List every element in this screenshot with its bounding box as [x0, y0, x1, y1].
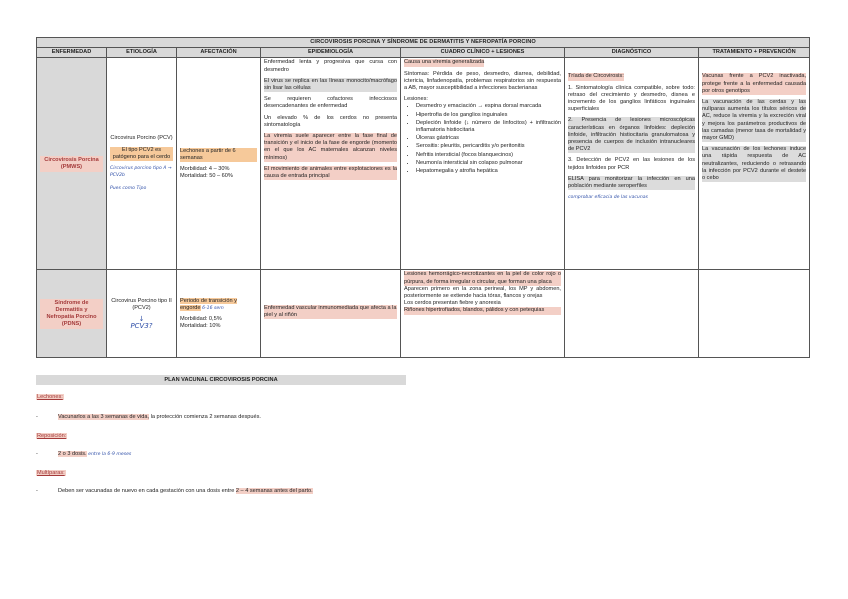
- diag-title: Tríada de Circovirosis:: [568, 73, 624, 80]
- plan-text-highlight: 2 – 4 semanas antes del parto.: [235, 488, 313, 494]
- section-title: Lechones:: [37, 394, 63, 400]
- disease-cell: [37, 270, 107, 358]
- affect-text: Mortalidad: 10%: [180, 323, 221, 330]
- table-row: [37, 58, 810, 270]
- etiology-text: El tipo PCV2 es patógeno para el cerdo: [110, 147, 173, 161]
- affect-text: Periodo de transición y engorde: [180, 297, 237, 311]
- vaccination-plan-header: [36, 375, 406, 385]
- clinical-cell: [401, 270, 565, 358]
- handwritten-note: PCV3?: [130, 322, 153, 331]
- treat-text: Vacunas frente a PCV2 inactivada, protege frente a la enfermedad causada por otros genotipos: [702, 73, 807, 94]
- treat-text: La vacunación de las cerdas y las nulíparas aumenta los títulos séricos de AC, reduce la viremia y la excreción viral y mejora los parámetros productivos de las camadas (menor tasa de mortalidad y mayor GMD): [702, 99, 807, 142]
- header-diagnostico: DIAGNÓSTICO: [565, 48, 699, 58]
- list-item: • Desmedro y emaciación → espina dorsal marcada: [416, 103, 561, 110]
- handwritten-note: 6-16 sem: [202, 305, 224, 311]
- section-multiparas: [36, 470, 66, 476]
- treatment-cell: [699, 58, 810, 270]
- list-item: • Hipertrofia de los ganglios inguinales: [416, 112, 561, 119]
- epi-text: Enfermedad lenta y progresiva que cursa con desmedro: [264, 59, 397, 73]
- lesions-list: [404, 103, 561, 175]
- treat-text: La vacunación de los lechones induce una rápida respuesta de AC neutralizantes, reduciendo o retrasando la infección por PCV2 durante el destete o cebo: [702, 146, 807, 182]
- clin-text: Aparecen primero en la zona perineal, los MP y abdomen, posteriormente se extiende hacia tórax, flancos y orejas: [404, 285, 561, 300]
- disease-name: Síndrome de Dermatitis y Nefropatía Porcino (PDNS): [40, 299, 103, 330]
- epi-text: El virus se replica en las líneas monocito/macrófago sin lisar las células: [264, 77, 397, 92]
- section-lechones: [36, 394, 64, 400]
- affect-text: Lechones a partir de 6 semanas: [180, 148, 257, 162]
- etiology-text: Circovirus Porcino (PCV): [110, 135, 173, 142]
- epi-text: Enfermedad vascular inmunomediada que afecta a la piel y al riñón: [264, 304, 397, 318]
- affect-cell: [177, 270, 261, 358]
- diagnosis-cell: [565, 270, 699, 358]
- table-title: CIRCOVIROSIS PORCINA Y SÍNDROME DE DERMATITIS Y NEFROPATÍA PORCINO: [37, 38, 810, 48]
- diag-text: ELISA para monitorizar la infección en una población mediante seroperfiles: [568, 175, 695, 190]
- section-reposicion: [36, 433, 67, 439]
- table-row: [37, 270, 810, 358]
- handwritten-note: Pues como Tipo: [110, 186, 147, 192]
- down-arrow-icon: ↓: [138, 314, 145, 323]
- plan-title: PLAN VACUNAL CIRCOVIROSIS PORCINA: [36, 375, 406, 385]
- clinical-cell: [401, 58, 565, 270]
- affect-text: Mortalidad: 50 – 60%: [180, 173, 233, 180]
- handwritten-note: Circovirus porcino tipo A → PCV2b: [110, 165, 172, 179]
- handwritten-note: entre la 6-9 meses: [88, 452, 132, 457]
- disease-table: [36, 37, 810, 358]
- list-item: • Úlceras gástricas: [416, 135, 561, 142]
- diag-text: 1. Sintomatología clínica compatible, sobre todo: retraso del crecimiento y desmedro, disnea e incremento de los ganglios linfáticos inguinales superficiales: [568, 84, 695, 113]
- plan-text-highlight: 2 o 3 dosis.: [58, 451, 87, 457]
- list-item: • Hepatomegalia y atrofia hepática: [416, 168, 561, 175]
- epi-text: El movimiento de animales entre explotaciones es la causa de entrada principal: [264, 165, 397, 180]
- header-etiologia: ETIOLOGÍA: [107, 48, 177, 58]
- list-item: • Neumonía intersticial sin colapso pulmonar: [416, 160, 561, 167]
- disease-name: Circovirosis Porcina (PMWS): [40, 156, 103, 172]
- epidemiology-cell: [261, 270, 401, 358]
- list-item: • Nefritis intersticial (focos blanquecinos): [416, 152, 561, 159]
- affect-text: Morbilidad: 0,5%: [180, 315, 222, 322]
- plan-text: Deben ser vacunadas de nuevo en cada gestación con una dosis entre: [58, 488, 236, 494]
- clin-text: Lesiones hemorrágico-necrotizantes en la piel de color rojo o púrpura, de forma irregular o circular, que forman una placa: [404, 271, 561, 285]
- diag-text: 3. Detección de PCV2 en las lesiones de los tejidos linfoides por PCR: [568, 157, 695, 171]
- list-item: • Serositis: pleuritis, pericarditis y/o peritonitis: [416, 143, 561, 150]
- clin-text: Riñones hipertrofiados, blandos, pálidos y con petequias: [404, 307, 561, 314]
- header-tratamiento: TRATAMIENTO + PREVENCIÓN: [699, 48, 810, 58]
- header-epidemiologia: EPIDEMIOLOGÍA: [261, 48, 401, 58]
- lesions-title: Lesiones:: [404, 96, 428, 103]
- diagnosis-cell: [565, 58, 699, 270]
- affect-text: Morbilidad: 4 – 30%: [180, 165, 230, 172]
- list-item: - 2 o 3 dosis. entre la 6-9 meses: [36, 451, 132, 457]
- section-title: Reposición:: [37, 433, 67, 439]
- section-title: Multíparas:: [37, 470, 65, 476]
- etiology-text: Circovirus Porcino tipo II (PCV2): [111, 297, 172, 311]
- header-afectacion: AFECTACIÓN: [177, 48, 261, 58]
- diag-text: 2. Presencia de lesiones microscópicas características en órganos linfoides: depleción linfoide, infiltración histiocitaria granulomatosa y presencia de cuerpos de inclusión intranucleares de PCV2: [568, 117, 695, 153]
- plan-text-highlight: Vacunarlos a las 3 semanas de vida,: [58, 414, 150, 420]
- header-enfermedad: ENFERMEDAD: [37, 48, 107, 58]
- clin-text: Síntomas: Pérdida de peso, desmedro, diarrea, debilidad, ictericia, linfadenopatía, problemas respiratorios sin respuesta a AB, mayor susceptibilidad a infecciones bacterianas: [404, 70, 561, 92]
- etiology-cell: [107, 270, 177, 358]
- list-item: - Deben ser vacunadas de nuevo en cada gestación con una dosis entre 2 – 4 semanas antes del parto.: [36, 488, 313, 494]
- handwritten-note: comprobar eficacia de las vacunas: [568, 195, 648, 201]
- header-cuadro-clinico: CUADRO CLÍNICO + LESIONES: [401, 48, 565, 58]
- treatment-cell: [699, 270, 810, 358]
- list-item: • Depleción linfoide (↓ número de linfocitos) + infiltración inflamatoria histiocitaria: [416, 120, 561, 134]
- plan-text: la protección comienza 2 semanas después.: [149, 414, 261, 420]
- affect-cell: [177, 58, 261, 270]
- epi-text: Un elevado % de los cerdos no presenta sintomatología: [264, 114, 397, 128]
- epi-text: La viremia suele aparecer entre la fase final de transición y el inicio de la fase de engorde (momento en el que los AC maternales alcanzan niveles mínimos): [264, 133, 397, 161]
- epidemiology-cell: [261, 58, 401, 270]
- clin-text: Los cerdos presentan fiebre y anorexia: [404, 300, 501, 307]
- epi-text: Se requieren cofactores infecciosos desencadenantes de enfermedad: [264, 96, 397, 110]
- clin-text: Causa una viremia generalizada: [404, 59, 485, 66]
- etiology-cell: [107, 58, 177, 270]
- disease-cell: [37, 58, 107, 270]
- list-item: - Vacunarlos a las 3 semanas de vida, la protección comienza 2 semanas después.: [36, 414, 261, 420]
